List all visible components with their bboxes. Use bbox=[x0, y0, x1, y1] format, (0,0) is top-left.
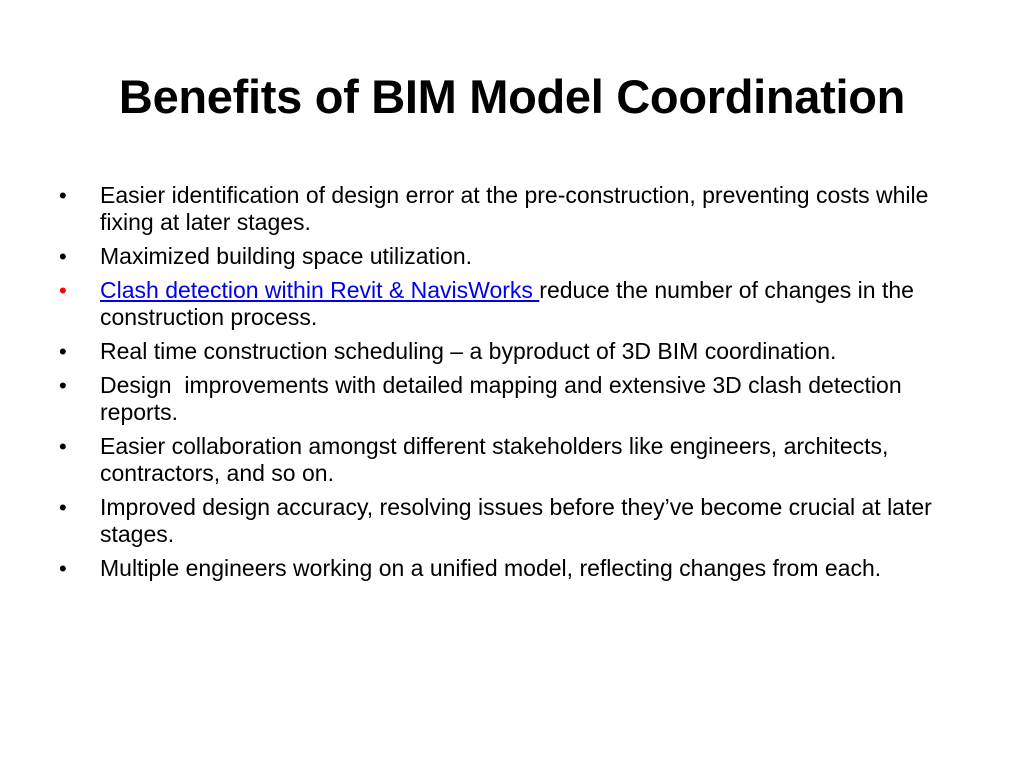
bullet-text: Multiple engineers working on a unified model, reflecting changes from each. bbox=[100, 555, 882, 581]
bullet-item-7 bbox=[54, 494, 974, 548]
bullet-marker: • bbox=[59, 556, 67, 581]
bullet-text: Design improvements with detailed mapping and extensive 3D clash detection reports. bbox=[100, 372, 908, 425]
bullet-item-1 bbox=[54, 182, 974, 236]
slide-title: Benefits of BIM Model Coordination bbox=[118, 70, 906, 123]
bullet-item-4 bbox=[54, 338, 974, 365]
bullet-marker-highlighted: • bbox=[59, 278, 67, 303]
bullet-list bbox=[54, 182, 974, 589]
bullet-marker: • bbox=[59, 434, 67, 459]
bullet-text: Improved design accuracy, resolving issues before they’ve become crucial at later stages. bbox=[100, 494, 932, 547]
bullet-item-2 bbox=[54, 243, 974, 270]
bullet-text: Real time construction scheduling – a byproduct of 3D BIM coordination. bbox=[100, 338, 837, 364]
bullet-marker: • bbox=[59, 183, 67, 208]
bullet-text: Easier collaboration amongst different stakeholders like engineers, architects, contractors, and so on. bbox=[100, 433, 889, 486]
bullet-text: Easier identification of design error at the pre-construction, preventing costs while fixing at later stages. bbox=[100, 182, 929, 235]
clash-detection-link[interactable]: Clash detection within Revit & NavisWorks bbox=[100, 277, 540, 303]
bullet-marker: • bbox=[59, 495, 67, 520]
bullet-marker: • bbox=[59, 244, 67, 269]
bullet-marker: • bbox=[59, 373, 67, 398]
bullet-item-6 bbox=[54, 433, 974, 487]
bullet-item-3 bbox=[54, 277, 974, 331]
bullet-marker: • bbox=[59, 339, 67, 364]
bullet-item-5 bbox=[54, 372, 974, 426]
bullet-text: Maximized building space utilization. bbox=[100, 243, 473, 269]
bullet-item-8 bbox=[54, 555, 974, 582]
bullet-text: reduce the number of changes in the construction process. bbox=[100, 277, 914, 330]
